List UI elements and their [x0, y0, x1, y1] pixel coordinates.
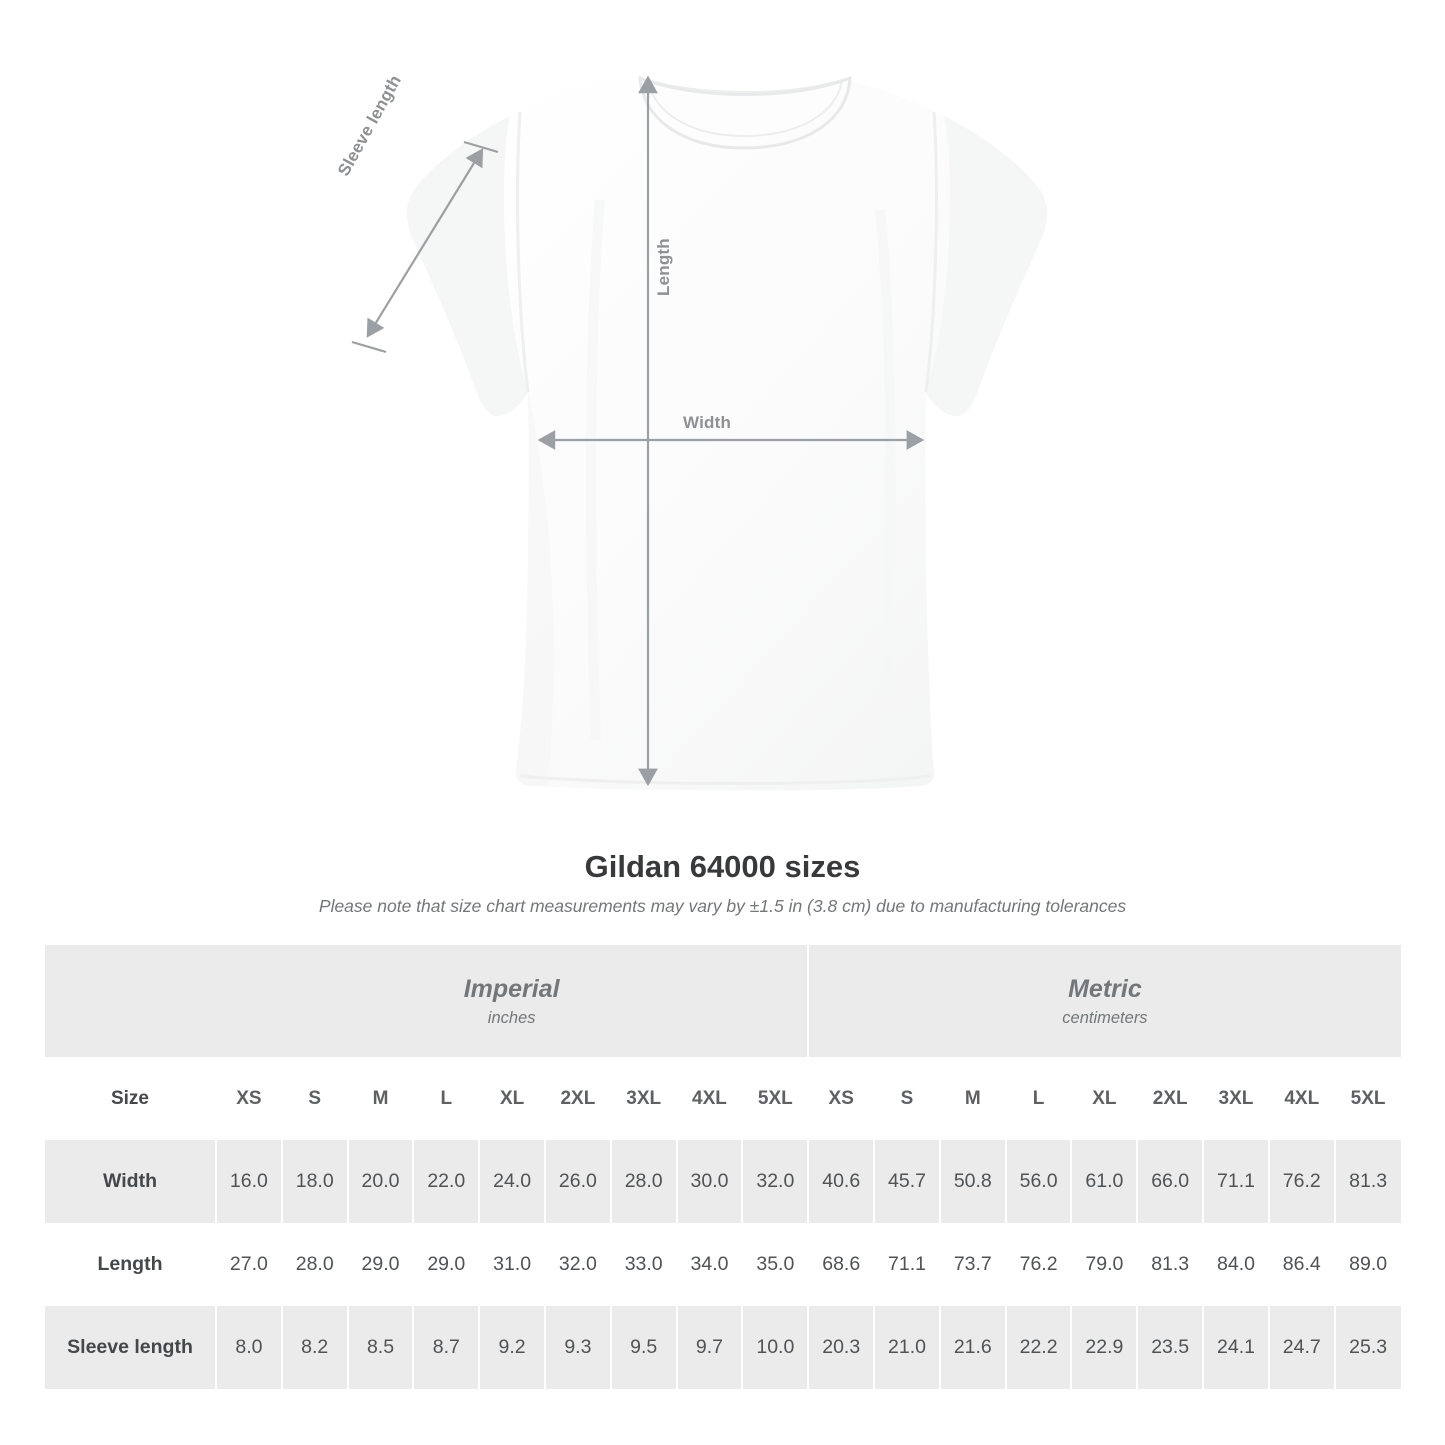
- cell-length-xs-in: 27.0: [216, 1223, 282, 1306]
- header-size-xs-imperial: XS: [216, 1057, 282, 1140]
- cell-width-xs-in: 16.0: [216, 1140, 282, 1223]
- cell-sleeve-s-cm: 21.0: [874, 1306, 940, 1389]
- cell-length-2xl-cm: 81.3: [1137, 1223, 1203, 1306]
- sleeve-length-dimension-label: Sleeve length: [334, 71, 406, 180]
- header-size-l-metric: L: [1006, 1057, 1072, 1140]
- cell-width-m-cm: 50.8: [940, 1140, 1006, 1223]
- cell-length-3xl-cm: 84.0: [1203, 1223, 1269, 1306]
- size-chart-table: [45, 945, 1401, 1389]
- cell-width-xl-cm: 61.0: [1071, 1140, 1137, 1223]
- cell-length-l-in: 29.0: [413, 1223, 479, 1306]
- cell-sleeve-xl-in: 9.2: [479, 1306, 545, 1389]
- cell-length-5xl-cm: 89.0: [1335, 1223, 1401, 1306]
- cell-sleeve-3xl-cm: 24.1: [1203, 1306, 1269, 1389]
- header-size-3xl-imperial: 3XL: [611, 1057, 677, 1140]
- cell-sleeve-m-in: 8.5: [348, 1306, 414, 1389]
- cell-sleeve-l-cm: 22.2: [1006, 1306, 1072, 1389]
- cell-sleeve-4xl-in: 9.7: [677, 1306, 743, 1389]
- header-size: Size: [45, 1057, 216, 1140]
- cell-width-2xl-cm: 66.0: [1137, 1140, 1203, 1223]
- cell-width-s-in: 18.0: [282, 1140, 348, 1223]
- cell-length-xs-cm: 68.6: [808, 1223, 874, 1306]
- table-row-width: [45, 1140, 1401, 1223]
- cell-width-l-in: 22.0: [413, 1140, 479, 1223]
- cell-sleeve-xs-cm: 20.3: [808, 1306, 874, 1389]
- tolerance-note: Please note that size chart measurements may vary by ±1.5 in (3.8 cm) due to manufacturing tolerances: [318, 896, 1127, 916]
- cell-width-2xl-in: 26.0: [545, 1140, 611, 1223]
- width-dimension-label: Width: [683, 413, 732, 432]
- cell-length-s-in: 28.0: [282, 1223, 348, 1306]
- header-size-5xl-metric: 5XL: [1335, 1057, 1401, 1140]
- cell-width-5xl-in: 32.0: [742, 1140, 808, 1223]
- cell-sleeve-l-in: 8.7: [413, 1306, 479, 1389]
- table-row-sleeve-length: [45, 1306, 1401, 1389]
- unit-group-header-row: [45, 945, 1401, 1057]
- cell-width-3xl-cm: 71.1: [1203, 1140, 1269, 1223]
- header-size-l-imperial: L: [413, 1057, 479, 1140]
- cell-sleeve-xl-cm: 22.9: [1071, 1306, 1137, 1389]
- cell-sleeve-m-cm: 21.6: [940, 1306, 1006, 1389]
- cell-length-l-cm: 76.2: [1006, 1223, 1072, 1306]
- row-label-width: Width: [45, 1140, 216, 1223]
- cell-sleeve-5xl-in: 10.0: [742, 1306, 808, 1389]
- unit-group-metric-unit: centimeters: [1062, 1009, 1148, 1028]
- size-chart-table-wrap: [45, 945, 1400, 1389]
- cell-length-3xl-in: 33.0: [611, 1223, 677, 1306]
- header-size-4xl-metric: 4XL: [1269, 1057, 1335, 1140]
- cell-length-2xl-in: 32.0: [545, 1223, 611, 1306]
- cell-width-4xl-in: 30.0: [677, 1140, 743, 1223]
- cell-width-xs-cm: 40.6: [808, 1140, 874, 1223]
- length-dimension-label: Length: [654, 238, 673, 296]
- cell-length-4xl-in: 34.0: [677, 1223, 743, 1306]
- unit-group-imperial-name: Imperial: [463, 974, 560, 1003]
- header-size-m-metric: M: [940, 1057, 1006, 1140]
- unit-group-spacer: [45, 945, 216, 1057]
- table-header-row: [45, 1057, 1401, 1140]
- header-size-2xl-metric: 2XL: [1137, 1057, 1203, 1140]
- header-size-5xl-imperial: 5XL: [742, 1057, 808, 1140]
- cell-width-m-in: 20.0: [348, 1140, 414, 1223]
- tshirt-shape: [407, 78, 1047, 791]
- cell-width-4xl-cm: 76.2: [1269, 1140, 1335, 1223]
- header-size-xl-imperial: XL: [479, 1057, 545, 1140]
- header-size-s-imperial: S: [282, 1057, 348, 1140]
- header-size-s-metric: S: [874, 1057, 940, 1140]
- unit-group-imperial: [216, 945, 808, 1057]
- cell-length-xl-cm: 79.0: [1071, 1223, 1137, 1306]
- cell-width-5xl-cm: 81.3: [1335, 1140, 1401, 1223]
- cell-width-s-cm: 45.7: [874, 1140, 940, 1223]
- cell-sleeve-3xl-in: 9.5: [611, 1306, 677, 1389]
- row-label-length: Length: [45, 1223, 216, 1306]
- cell-length-xl-in: 31.0: [479, 1223, 545, 1306]
- cell-sleeve-2xl-cm: 23.5: [1137, 1306, 1203, 1389]
- cell-sleeve-xs-in: 8.0: [216, 1306, 282, 1389]
- cell-sleeve-2xl-in: 9.3: [545, 1306, 611, 1389]
- cell-length-4xl-cm: 86.4: [1269, 1223, 1335, 1306]
- cell-width-xl-in: 24.0: [479, 1140, 545, 1223]
- cell-length-5xl-in: 35.0: [742, 1223, 808, 1306]
- header-size-2xl-imperial: 2XL: [545, 1057, 611, 1140]
- cell-sleeve-4xl-cm: 24.7: [1269, 1306, 1335, 1389]
- unit-group-metric-name: Metric: [1068, 974, 1142, 1003]
- header-size-3xl-metric: 3XL: [1203, 1057, 1269, 1140]
- cell-length-m-cm: 73.7: [940, 1223, 1006, 1306]
- cell-sleeve-s-in: 8.2: [282, 1306, 348, 1389]
- header-size-xs-metric: XS: [808, 1057, 874, 1140]
- cell-width-3xl-in: 28.0: [611, 1140, 677, 1223]
- cell-length-s-cm: 71.1: [874, 1223, 940, 1306]
- unit-group-metric: [808, 945, 1400, 1057]
- unit-group-imperial-unit: inches: [487, 1009, 536, 1028]
- cell-sleeve-5xl-cm: 25.3: [1335, 1306, 1401, 1389]
- header-size-xl-metric: XL: [1071, 1057, 1137, 1140]
- row-label-sleeve-length: Sleeve length: [45, 1306, 216, 1389]
- header-size-4xl-imperial: 4XL: [677, 1057, 743, 1140]
- header-size-m-imperial: M: [348, 1057, 414, 1140]
- cell-length-m-in: 29.0: [348, 1223, 414, 1306]
- table-row-length: [45, 1223, 1401, 1306]
- cell-width-l-cm: 56.0: [1006, 1140, 1072, 1223]
- page-title: Gildan 64000 sizes: [584, 849, 861, 884]
